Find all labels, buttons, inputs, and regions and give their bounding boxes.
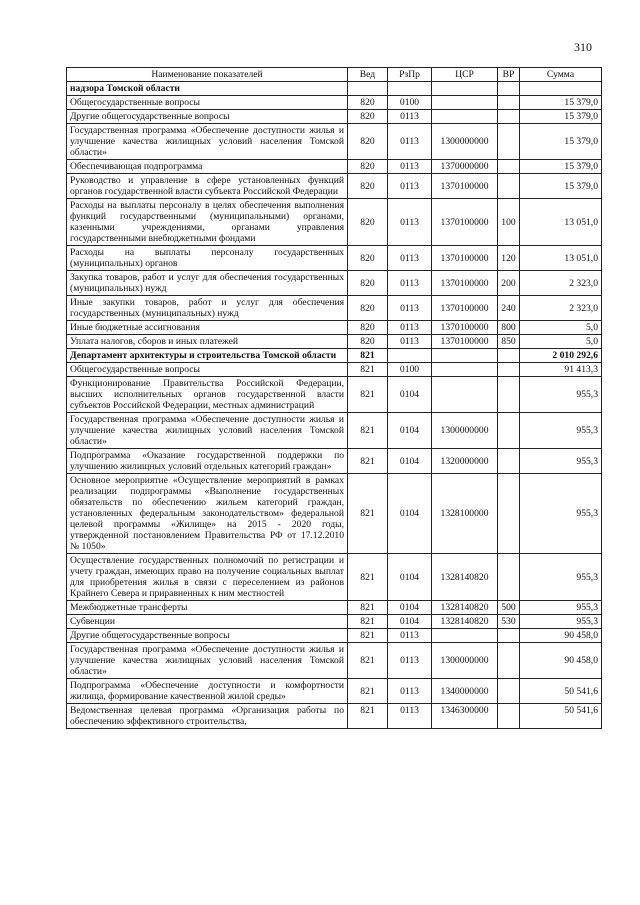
cell-csr [432,82,498,96]
cell-ved: 821 [348,363,388,377]
cell-vr [498,554,520,601]
table-row [67,413,602,449]
cell-ved: 820 [348,271,388,296]
cell-rzpr: 0113 [388,335,432,349]
cell-name: Иные закупки товаров, работ и услуг для обеспечения государственных (муниципальных) нужд [67,296,348,321]
cell-name: Общегосударственные вопросы [67,96,348,110]
cell-name: Другие общегосударственные вопросы [67,629,348,643]
cell-name: Субвенции [67,615,348,629]
header-sum: Сумма [520,68,602,82]
table-row [67,449,602,474]
cell-ved: 820 [348,199,388,246]
cell-sum: 955,3 [520,615,602,629]
cell-name: Осуществление государственных полномочий по регистрации и учету граждан, имеющих право на получение социальных выплат для приобретения жилья в связи с переселением из районов Крайнего Севера и приравненных к ним местностей [67,554,348,601]
cell-csr [432,363,498,377]
cell-rzpr: 0113 [388,704,432,729]
cell-vr [498,96,520,110]
cell-name: Руководство и управление в сфере установленных функций органов государственной власти субъекта Российской Федерации [67,174,348,199]
cell-rzpr [388,82,432,96]
cell-ved: 821 [348,615,388,629]
cell-csr: 1328140820 [432,554,498,601]
cell-vr: 500 [498,601,520,615]
budget-table [66,67,602,729]
cell-name: Расходы на выплаты персоналу государственных (муниципальных) органов [67,246,348,271]
cell-sum: 5,0 [520,335,602,349]
cell-vr: 200 [498,271,520,296]
cell-ved: 820 [348,96,388,110]
cell-name: Расходы на выплаты персоналу в целях обеспечения выполнения функций государственными (муниципальными) органами, казенными учреждениями, органами управления государственными внебюджетными фондами [67,199,348,246]
cell-name: Другие общегосударственные вопросы [67,110,348,124]
cell-sum: 50 541,6 [520,704,602,729]
cell-name: Закупка товаров, работ и услуг для обеспечения государственных (муниципальных) нужд [67,271,348,296]
cell-ved: 820 [348,110,388,124]
cell-csr: 1328140820 [432,615,498,629]
table-row [67,124,602,160]
cell-csr [432,629,498,643]
cell-ved: 820 [348,246,388,271]
cell-ved: 820 [348,321,388,335]
table-header-row [67,68,602,82]
cell-rzpr: 0113 [388,271,432,296]
table-row [67,199,602,246]
cell-sum: 955,3 [520,377,602,413]
cell-csr: 1328100000 [432,474,498,554]
cell-rzpr: 0113 [388,246,432,271]
cell-name: Департамент архитектуры и строительства Томской области [67,349,348,363]
table-row [67,110,602,124]
cell-sum: 15 379,0 [520,174,602,199]
cell-vr [498,704,520,729]
cell-csr: 1300000000 [432,413,498,449]
cell-csr [432,377,498,413]
table-row [67,349,602,363]
cell-vr [498,124,520,160]
cell-rzpr: 0104 [388,601,432,615]
cell-rzpr [388,349,432,363]
table-row [67,615,602,629]
cell-vr [498,363,520,377]
cell-vr [498,174,520,199]
cell-rzpr: 0113 [388,174,432,199]
cell-sum [520,82,602,96]
table-row [67,679,602,704]
cell-name: Функционирование Правительства Российской Федерации, высших исполнительных органов государственной власти субъектов Российской Федерации, местных администраций [67,377,348,413]
cell-vr [498,629,520,643]
cell-rzpr: 0113 [388,124,432,160]
cell-rzpr: 0100 [388,96,432,110]
cell-sum: 15 379,0 [520,96,602,110]
cell-sum: 90 458,0 [520,643,602,679]
cell-rzpr: 0113 [388,199,432,246]
cell-sum: 955,3 [520,474,602,554]
cell-sum: 90 458,0 [520,629,602,643]
cell-sum: 955,3 [520,449,602,474]
cell-csr: 1370100000 [432,199,498,246]
cell-rzpr: 0113 [388,110,432,124]
cell-vr [498,413,520,449]
cell-vr: 530 [498,615,520,629]
cell-ved: 821 [348,474,388,554]
cell-name: Подпрограмма «Оказание государственной поддержки по улучшению жилищных условий отдельных категорий граждан» [67,449,348,474]
cell-vr [498,110,520,124]
cell-ved: 821 [348,629,388,643]
cell-name: надзора Томской области [67,82,348,96]
cell-csr: 1370100000 [432,296,498,321]
table-row [67,335,602,349]
cell-sum: 15 379,0 [520,124,602,160]
cell-csr: 1370100000 [432,335,498,349]
table-row [67,363,602,377]
cell-ved: 821 [348,349,388,363]
table-row [67,601,602,615]
cell-name: Уплата налогов, сборов и иных платежей [67,335,348,349]
cell-ved: 820 [348,335,388,349]
cell-sum: 2 010 292,6 [520,349,602,363]
cell-sum: 5,0 [520,321,602,335]
table-row [67,704,602,729]
page-number: 310 [574,40,592,54]
cell-vr [498,82,520,96]
cell-csr: 1346300000 [432,704,498,729]
cell-vr: 240 [498,296,520,321]
cell-vr [498,377,520,413]
cell-csr: 1370100000 [432,246,498,271]
table-row [67,271,602,296]
cell-vr: 120 [498,246,520,271]
cell-ved: 821 [348,413,388,449]
cell-rzpr: 0113 [388,629,432,643]
table-row [67,643,602,679]
cell-sum: 50 541,6 [520,679,602,704]
cell-name: Межбюджетные трансферты [67,601,348,615]
cell-vr: 100 [498,199,520,246]
table-row [67,629,602,643]
table-row [67,377,602,413]
cell-rzpr: 0113 [388,296,432,321]
table-row [67,246,602,271]
cell-ved: 821 [348,643,388,679]
cell-sum: 91 413,3 [520,363,602,377]
cell-ved: 821 [348,679,388,704]
cell-sum: 15 379,0 [520,110,602,124]
cell-csr [432,349,498,363]
cell-ved: 820 [348,124,388,160]
cell-name: Государственная программа «Обеспечение доступности жилья и улучшение качества жилищных условий населения Томской области» [67,124,348,160]
header-ved: Вед [348,68,388,82]
cell-sum: 955,3 [520,554,602,601]
cell-ved: 821 [348,377,388,413]
cell-csr [432,110,498,124]
cell-vr [498,449,520,474]
cell-name: Государственная программа «Обеспечение доступности жилья и улучшение качества жилищных условий населения Томской области» [67,643,348,679]
cell-csr: 1320000000 [432,449,498,474]
table-row [67,160,602,174]
cell-ved: 821 [348,449,388,474]
cell-sum: 13 051,0 [520,199,602,246]
cell-rzpr: 0100 [388,363,432,377]
cell-name: Обеспечивающая подпрограмма [67,160,348,174]
cell-csr [432,96,498,110]
cell-sum: 15 379,0 [520,160,602,174]
table-row [67,96,602,110]
table-row [67,174,602,199]
cell-rzpr: 0104 [388,474,432,554]
cell-vr [498,643,520,679]
cell-csr: 1300000000 [432,124,498,160]
header-csr: ЦСР [432,68,498,82]
cell-sum: 955,3 [520,413,602,449]
cell-sum: 2 323,0 [520,296,602,321]
cell-vr [498,349,520,363]
cell-rzpr: 0113 [388,679,432,704]
cell-vr [498,474,520,554]
cell-sum: 955,3 [520,601,602,615]
cell-csr: 1370100000 [432,271,498,296]
cell-rzpr: 0113 [388,643,432,679]
cell-ved: 821 [348,554,388,601]
table-row [67,82,602,96]
cell-rzpr: 0104 [388,449,432,474]
cell-name: Иные бюджетные ассигнования [67,321,348,335]
cell-name: Государственная программа «Обеспечение доступности жилья и улучшение качества жилищных условий населения Томской области» [67,413,348,449]
cell-csr: 1370000000 [432,160,498,174]
header-rzpr: РзПр [388,68,432,82]
cell-csr: 1370100000 [432,174,498,199]
header-name: Наименование показателей [67,68,348,82]
cell-sum: 2 323,0 [520,271,602,296]
cell-ved: 821 [348,601,388,615]
cell-sum: 13 051,0 [520,246,602,271]
cell-rzpr: 0113 [388,160,432,174]
cell-ved: 820 [348,296,388,321]
table-row [67,554,602,601]
cell-vr: 800 [498,321,520,335]
cell-ved [348,82,388,96]
cell-rzpr: 0104 [388,377,432,413]
cell-rzpr: 0104 [388,554,432,601]
cell-rzpr: 0104 [388,615,432,629]
table-row [67,321,602,335]
cell-rzpr: 0113 [388,321,432,335]
cell-vr [498,679,520,704]
cell-name: Общегосударственные вопросы [67,363,348,377]
cell-ved: 821 [348,704,388,729]
cell-name: Ведомственная целевая программа «Организация работы по обеспечению эффективного строительства, [67,704,348,729]
cell-rzpr: 0104 [388,413,432,449]
table-row [67,474,602,554]
cell-csr: 1370100000 [432,321,498,335]
table-row [67,296,602,321]
cell-vr [498,160,520,174]
cell-name: Подпрограмма «Обеспечение доступности и комфортности жилища, формирование качественной жилой среды» [67,679,348,704]
cell-ved: 820 [348,174,388,199]
header-vr: ВР [498,68,520,82]
cell-csr: 1300000000 [432,643,498,679]
cell-name: Основное мероприятие «Осуществление мероприятий в рамках реализации подпрограммы «Выполнение государственных обязательств по обеспечению жильем категорий граждан, установленных федеральным законодательством» федеральной целевой программы «Жилище» на 2015 - 2020 годы, утвержденной постановлением Правительства РФ от 17.12.2010 № 1050» [67,474,348,554]
cell-vr: 850 [498,335,520,349]
cell-csr: 1340000000 [432,679,498,704]
cell-csr: 1328140820 [432,601,498,615]
cell-ved: 820 [348,160,388,174]
